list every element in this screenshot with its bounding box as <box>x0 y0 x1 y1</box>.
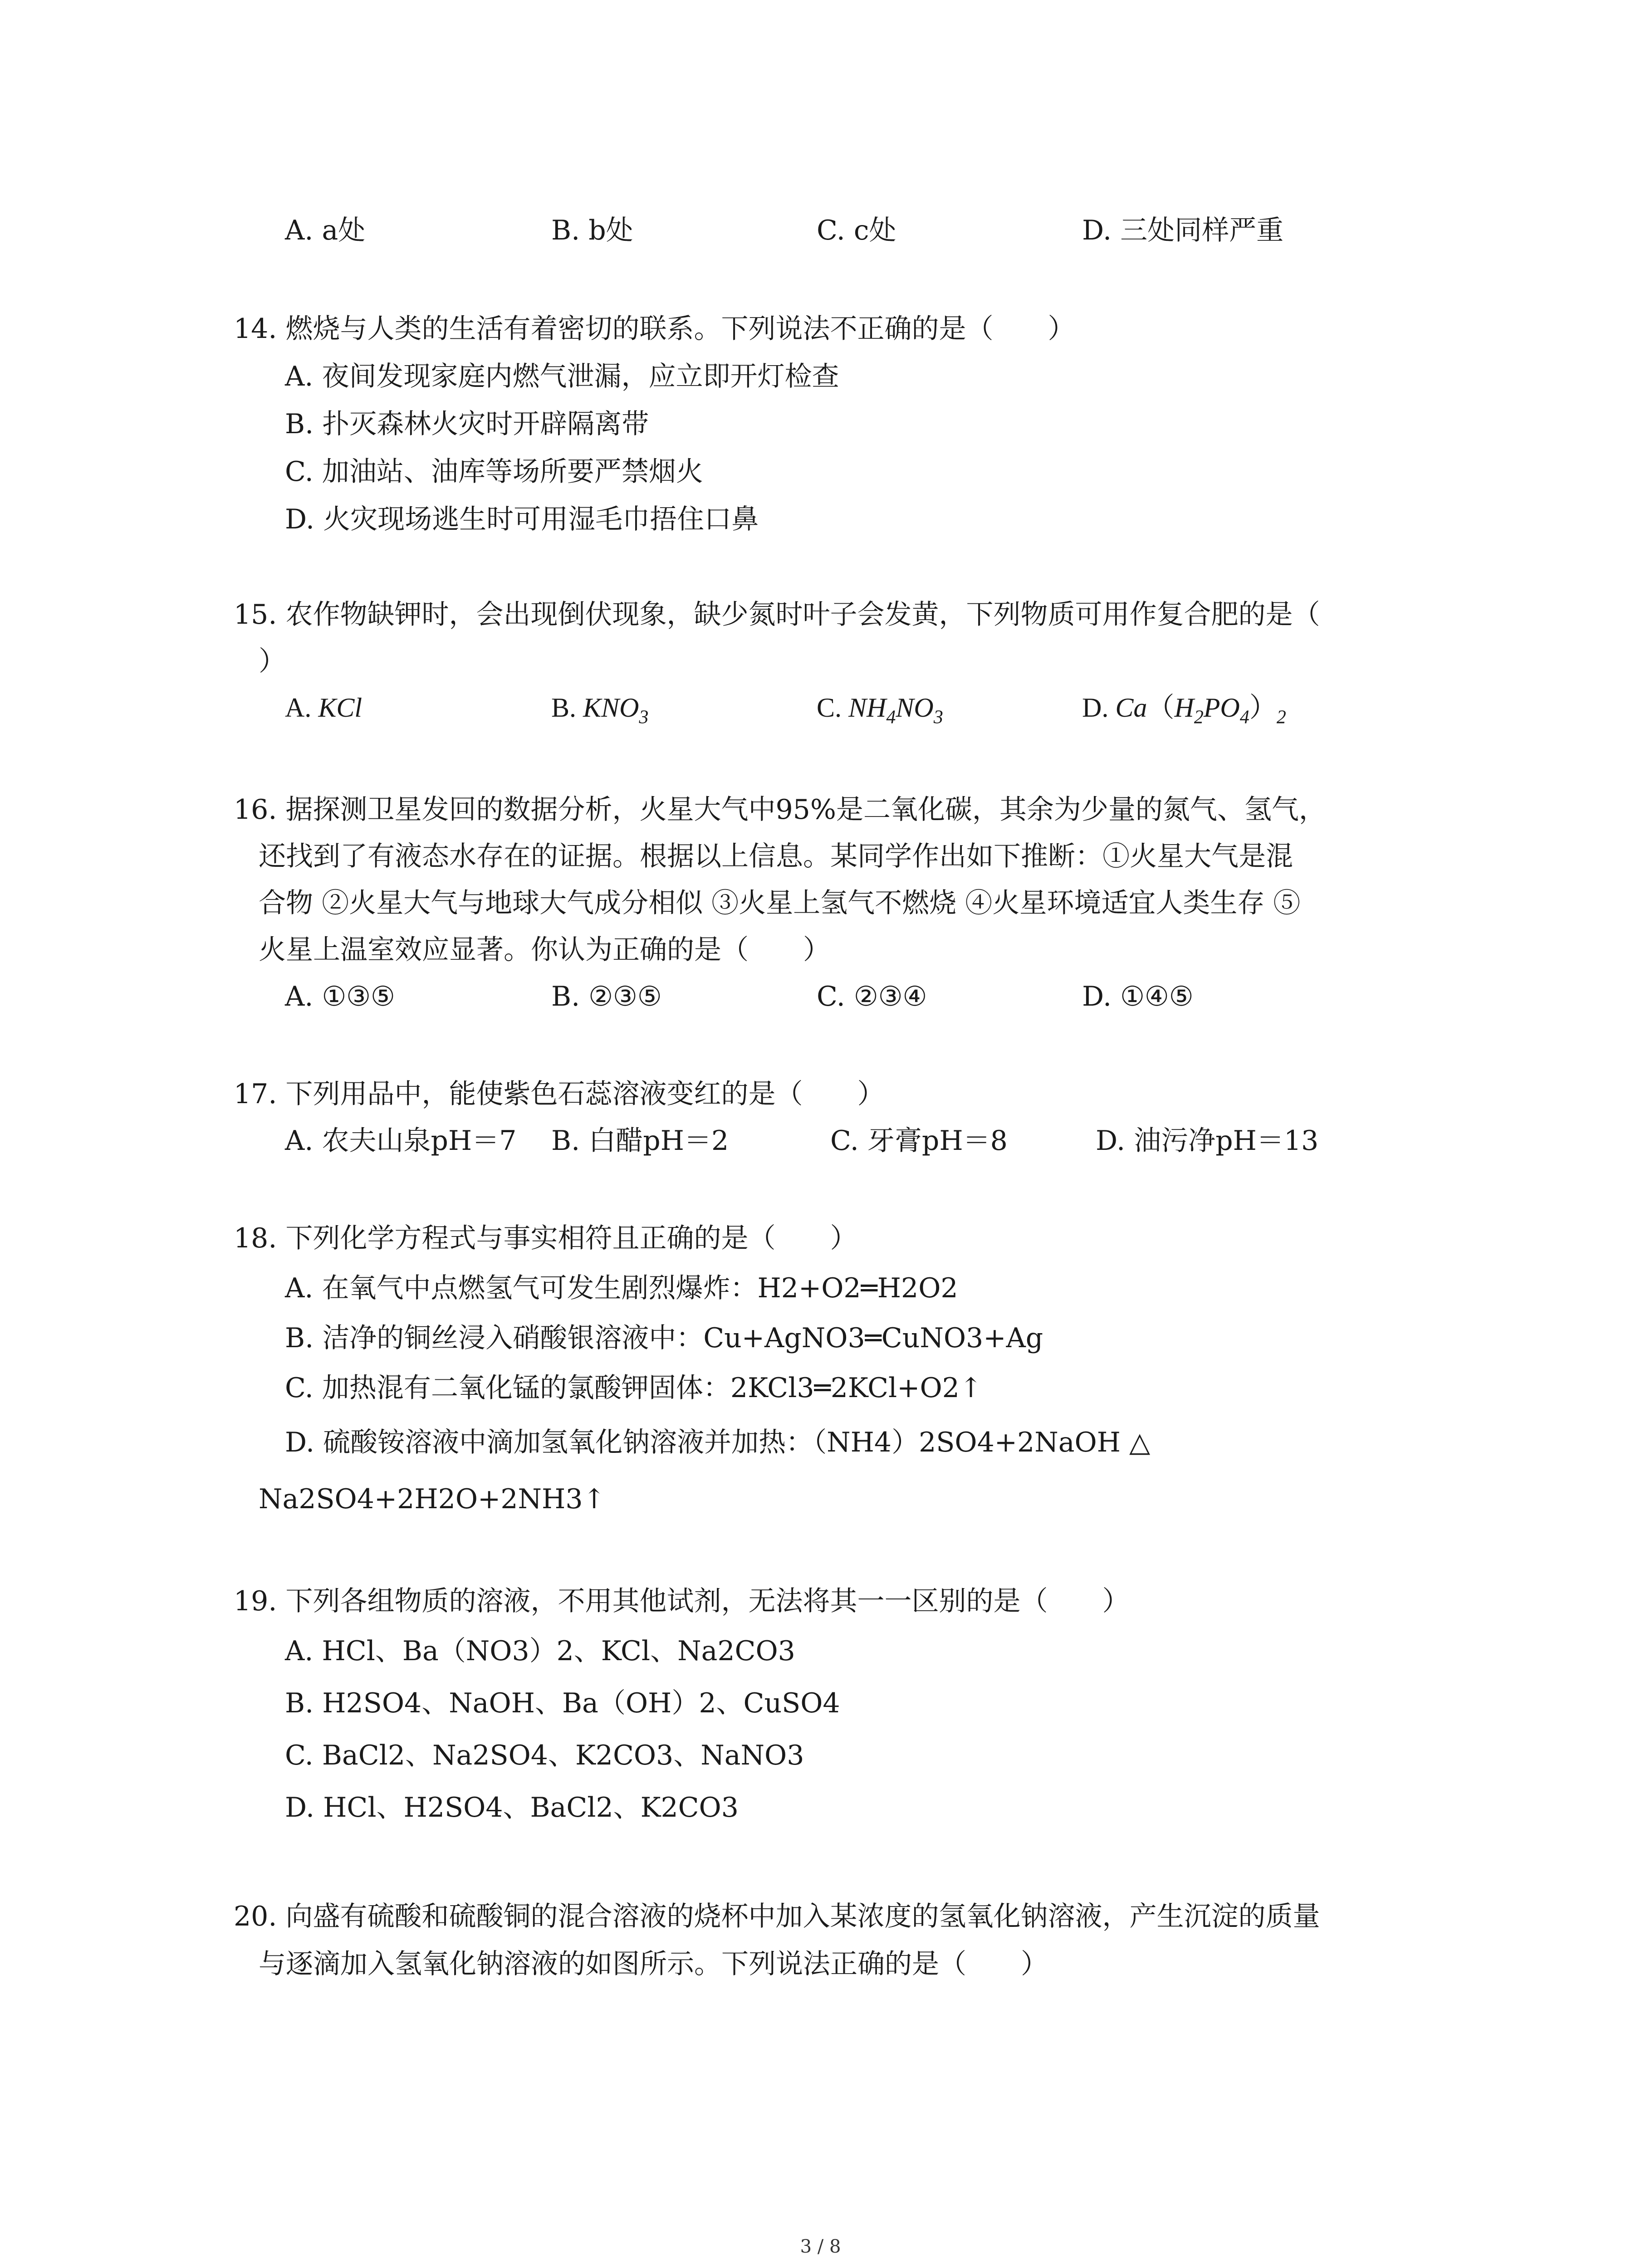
q20-line-1: 20. 向盛有硫酸和硫酸铜的混合溶液的烧杯中加入某浓度的氢氧化钠溶液，产生沉淀的质量 <box>234 1901 1320 1932</box>
q19-option-d: D. HCl、H2SO4、BaCl2、K2CO3 <box>285 1792 739 1823</box>
q15-stem-close: ） <box>259 645 286 677</box>
q13-option-c: C. c处 <box>817 215 896 246</box>
q17-option-b: B. 白醋pH＝2 <box>551 1125 729 1157</box>
q14-option-a: A. 夜间发现家庭内燃气泄漏，应立即开灯检查 <box>285 361 839 392</box>
page-number: 3 / 8 <box>800 2236 841 2257</box>
q15-stem: 15. 农作物缺钾时，会出现倒伏现象，缺少氮时叶子会发黄，下列物质可用作复合肥的是（ <box>234 599 1320 631</box>
q16-option-d: D. ①④⑤ <box>1082 981 1194 1012</box>
q16-line-4: 火星上温室效应显著。你认为正确的是（ ） <box>259 934 830 966</box>
q17-stem: 17. 下列用品中，能使紫色石蕊溶液变红的是（ ） <box>234 1078 885 1110</box>
q14-option-d: D. 火灾现场逃生时可用湿毛巾捂住口鼻 <box>285 503 759 535</box>
q14-option-b: B. 扑灭森林火灾时开辟隔离带 <box>285 408 649 440</box>
q15-option-a: A. KCl <box>285 693 362 723</box>
q16-line-2: 还找到了有液态水存在的证据。根据以上信息。某同学作出如下推断：①火星大气是混 <box>259 841 1293 872</box>
q16-option-a: A. ①③⑤ <box>285 981 395 1012</box>
q18-option-b: B. 洁净的铜丝浸入硝酸银溶液中：Cu+AgNO3═CuNO3+Ag <box>285 1322 1043 1354</box>
q18-option-c: C. 加热混有二氧化锰的氯酸钾固体：2KCl3═2KCl+O2↑ <box>285 1372 983 1404</box>
q18-stem: 18. 下列化学方程式与事实相符且正确的是（ ） <box>234 1222 857 1254</box>
q16-option-c: C. ②③④ <box>817 981 927 1012</box>
q19-option-b: B. H2SO4、NaOH、Ba（OH）2、CuSO4 <box>285 1687 840 1719</box>
q19-option-c: C. BaCl2、Na2SO4、K2CO3、NaNO3 <box>285 1740 804 1771</box>
q15-option-d: D. $Ca(H_2PO_4)_2$ <box>1082 693 1286 728</box>
q19-stem: 19. 下列各组物质的溶液，不用其他试剂，无法将其一一区别的是（ ） <box>234 1585 1130 1617</box>
q13-option-b: B. b处 <box>551 215 633 246</box>
q17-option-d: D. 油污净pH＝13 <box>1096 1125 1319 1157</box>
q15-option-b: B. $KNO_3$ <box>551 693 649 728</box>
q19-option-a: A. HCl、Ba（NO3）2、KCl、Na2CO3 <box>285 1635 795 1667</box>
q14-stem: 14. 燃烧与人类的生活有着密切的联系。下列说法不正确的是（ ） <box>234 313 1075 345</box>
q15-option-c: C. $NH_4NO_3$ <box>817 693 943 728</box>
q14-option-c: C. 加油站、油库等场所要严禁烟火 <box>285 456 703 488</box>
q17-option-a: A. 农夫山泉pH＝7 <box>285 1125 517 1157</box>
q18-option-d-cont: Na2SO4+2H2O+2NH3↑ <box>259 1483 606 1515</box>
q13-option-a: A. a处 <box>285 215 366 246</box>
q16-line-1: 16. 据探测卫星发回的数据分析，火星大气中95%是二氧化碳，其余为少量的氮气、氢气， <box>234 794 1326 826</box>
q13-option-d: D. 三处同样严重 <box>1082 215 1284 246</box>
q16-option-b: B. ②③⑤ <box>551 981 662 1012</box>
q17-option-c: C. 牙膏pH＝8 <box>830 1125 1008 1157</box>
q18-option-d: D. 硫酸铵溶液中滴加氢氧化钠溶液并加热：（NH4）2SO4+2NaOH △ <box>285 1427 1151 1458</box>
q18-option-a: A. 在氧气中点燃氢气可发生剧烈爆炸：H2+O2═H2O2 <box>285 1272 958 1304</box>
q16-line-3: 合物 ②火星大气与地球大气成分相似 ③火星上氢气不燃烧 ④火星环境适宜人类生存 ⑤ <box>259 887 1301 919</box>
q20-line-2: 与逐滴加入氢氧化钠溶液的如图所示。下列说法正确的是（ ） <box>259 1948 1048 1980</box>
